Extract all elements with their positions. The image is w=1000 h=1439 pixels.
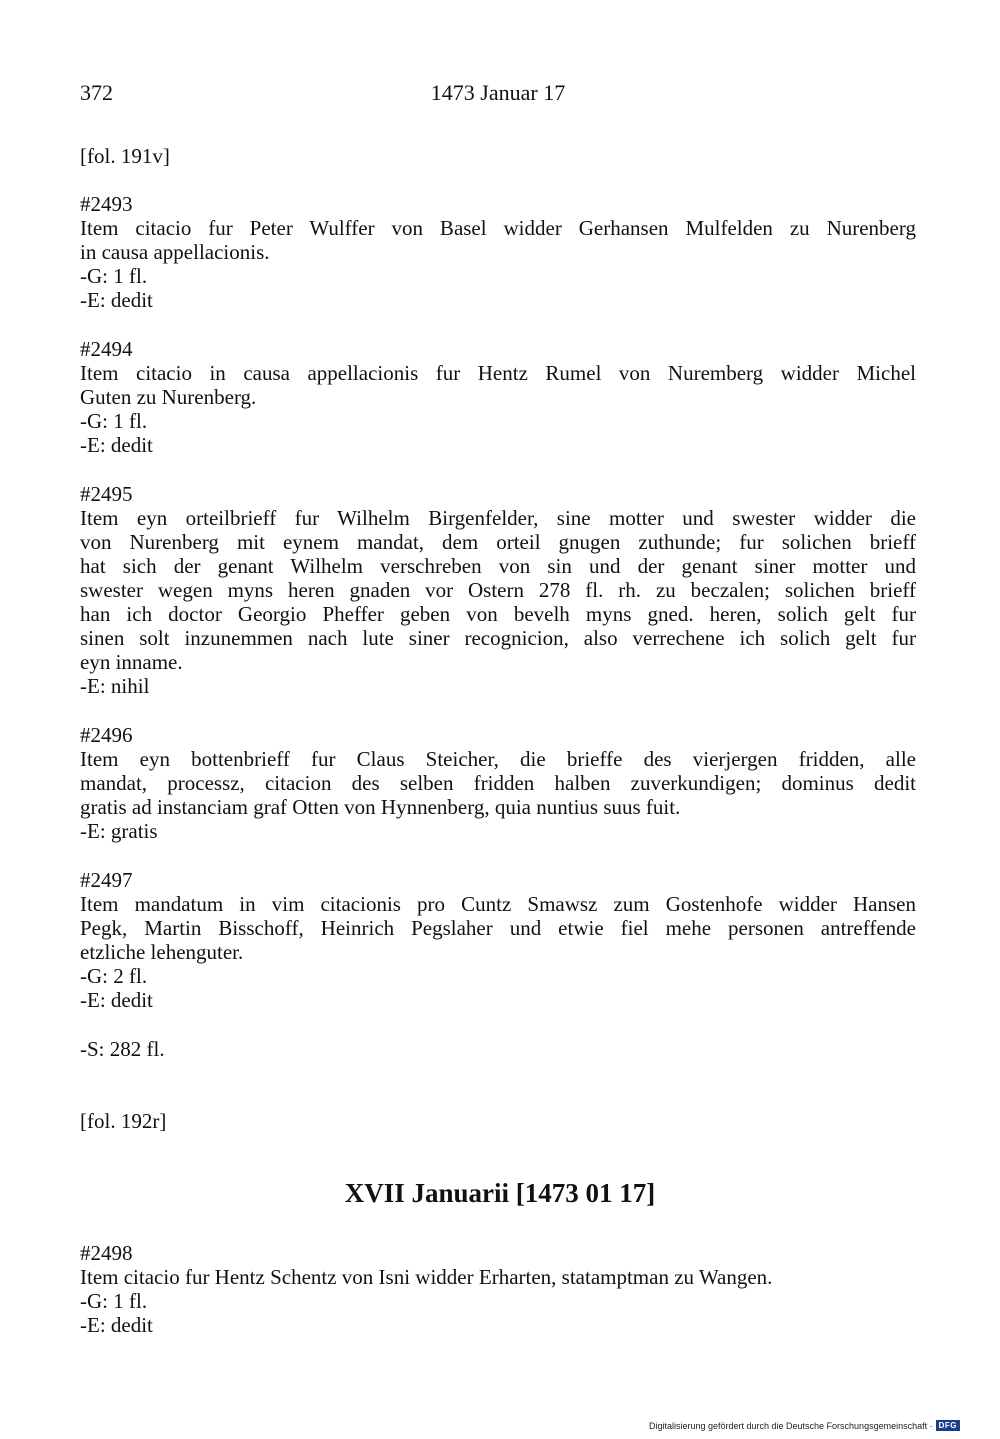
entry-text-line: von Nurenberg mit eynem mandat, dem orteil gnugen zuthunde; fur solichen brieff xyxy=(80,530,916,554)
entry-note: -G: 1 fl. xyxy=(80,1289,148,1313)
entry-note: -E: dedit xyxy=(80,988,153,1012)
entry-note: -G: 2 fl. xyxy=(80,964,148,988)
section-heading: XVII Januarii [1473 01 17] xyxy=(344,1178,656,1208)
digitization-footer xyxy=(649,1420,960,1431)
entry-id: #2498 xyxy=(80,1241,133,1265)
folio-marker: [fol. 191v] xyxy=(80,144,170,168)
entry-text-line: swester wegen myns heren gnaden vor Ostern 278 fl. rh. zu beczalen; solichen brieff xyxy=(80,578,916,602)
entry-text-line: Guten zu Nurenberg. xyxy=(80,385,257,409)
entry-id: #2496 xyxy=(80,723,133,747)
entry-note: -E: dedit xyxy=(80,433,153,457)
entry-note: -G: 1 fl. xyxy=(80,264,148,288)
entry-text-line: Item citacio fur Peter Wulffer von Basel widder Gerhansen Mulfelden zu Nurenberg xyxy=(80,216,916,240)
entry-text-line: Item citacio fur Hentz Schentz von Isni widder Erharten, statamptman zu Wangen. xyxy=(80,1265,773,1289)
entry-text-line: han ich doctor Georgio Pheffer geben von bevelh myns gned. heren, solich gelt fur xyxy=(80,602,916,626)
entry-2498 xyxy=(80,1241,916,1337)
running-title: 1473 Januar 17 xyxy=(430,80,566,105)
entry-text-line: in causa appellacionis. xyxy=(80,240,270,264)
entry-2496 xyxy=(80,723,916,843)
entry-note: -E: dedit xyxy=(80,288,153,312)
entry-text-line: mandat, processz, citacion des selben fridden halben zuverkundigen; dominus dedit xyxy=(80,771,916,795)
entry-id: #2493 xyxy=(80,192,133,216)
footer-text: Digitalisierung gefördert durch die Deutsche Forschungsgemeinschaft · xyxy=(648,1420,933,1431)
entry-note: -G: 1 fl. xyxy=(80,409,148,433)
entry-text-line: gratis ad instanciam graf Otten von Hynnenberg, quia nuntius suus fuit. xyxy=(80,795,681,819)
entry-text-line: sinen solt inzunemmen nach lute siner recognicion, also verrechene ich solich gelt fur xyxy=(80,626,916,650)
entry-id: #2495 xyxy=(80,482,133,506)
entry-text-line: Item citacio in causa appellacionis fur Hentz Rumel von Nuremberg widder Michel xyxy=(80,361,916,385)
entry-text-line: eyn inname. xyxy=(80,650,183,674)
entry-2494 xyxy=(80,337,916,457)
entry-id: #2494 xyxy=(80,337,133,361)
sum-line: -S: 282 fl. xyxy=(80,1037,165,1061)
entry-2493 xyxy=(80,192,916,312)
entry-text-line: Item eyn orteilbrieff fur Wilhelm Birgenfelder, sine motter und swester widder die xyxy=(80,506,916,530)
entry-note: -E: gratis xyxy=(80,819,158,843)
folio-marker: [fol. 192r] xyxy=(80,1109,167,1133)
entry-note: -E: dedit xyxy=(80,1313,153,1337)
entry-text-line: Pegk, Martin Bisschoff, Heinrich Pegslaher und etwie fiel mehe personen antreffende xyxy=(80,916,916,940)
entry-2497 xyxy=(80,868,916,1012)
page-number: 372 xyxy=(80,80,113,105)
entry-note: -E: nihil xyxy=(80,674,150,698)
entry-2495 xyxy=(80,482,916,698)
entry-text-line: Item eyn bottenbrieff fur Claus Steicher, die brieffe des vierjergen fridden, alle xyxy=(80,747,916,771)
dfg-logo: DFG xyxy=(936,1420,960,1431)
entry-id: #2497 xyxy=(80,868,133,892)
entry-text-line: etzliche lehenguter. xyxy=(80,940,244,964)
entry-text-line: hat sich der genant Wilhelm verschreben von sin und der genant siner motter und xyxy=(80,554,916,578)
entry-text-line: Item mandatum in vim citacionis pro Cuntz Smawsz zum Gostenhofe widder Hansen xyxy=(80,892,916,916)
page-header xyxy=(80,80,916,110)
